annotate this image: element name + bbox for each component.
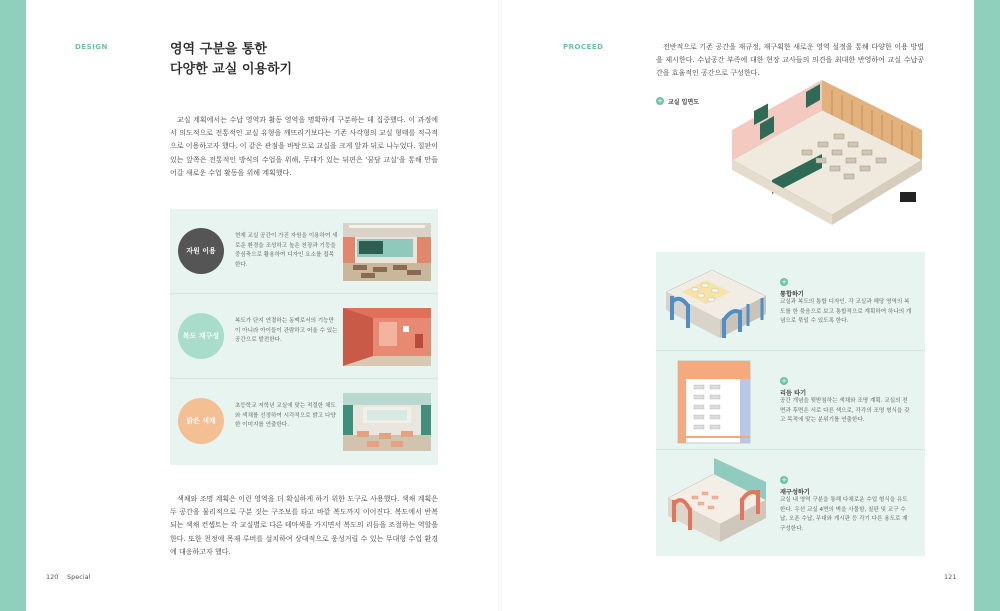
approach-row (656, 351, 925, 450)
title-line-1: 영역 구분을 통한 (170, 42, 267, 57)
approach-title: 통합하기 (780, 291, 804, 298)
feature-badge: 밝은 색채 (178, 398, 224, 444)
feature-description: 복도가 단지 연결하는 동맥로서의 기능만이 아니라 아이들이 관람하고 어울 수 있는 공간으로 발전한다. (235, 318, 338, 344)
approach-row (656, 252, 925, 351)
section-tag-design: DESIGN (75, 43, 108, 51)
rhythm-plan-illustration (674, 357, 754, 451)
title-line-2: 다양한 교실 이용하기 (170, 62, 293, 77)
section-tag-proceed: PROCEED (563, 43, 604, 51)
page-edge-right (974, 0, 1000, 611)
running-title: Special (67, 573, 91, 581)
right-intro-paragraph: 전반적으로 기존 공간을 재규정, 재구획한 새로운 영역 설정을 통해 다양한 이용 방법을 제시한다. 수납공간 부족에 대한 현장 교사들의 의견을 최대한 반영하여 교실 수납공간을 효율적인 공간으로 구성한다. (656, 43, 924, 78)
plus-icon: + (657, 97, 663, 105)
feature-description: 현재 교실 공간이 가진 자원을 이용하여 새로운 환경을 조성하고 높은 천장과 기둥을 중심축으로 활용하여 디자인 요소를 접목한다. (235, 233, 338, 268)
page-edge-left (0, 0, 26, 611)
closing-paragraph: 색채와 조명 계획은 이런 영역을 더 확실하게 하기 위한 도구로 사용했다. 색채 계획은 두 공간을 물리적으로 구분 짓는 구조보를 타고 바깥 복도까지 이어진다. 복도에서 반복되는 색채 컨셉트는 각 교실별로 다른 테마색을 가지면서 복도의 리듬을 조절하는 역할을 한다. 또한 천정에 목재 루버를 설치하여 상대적으로 웅성거릴 수 있는 무대형 수업 환경에 대응하고자 했다. (170, 495, 438, 556)
approach-row (656, 450, 925, 556)
feature-description: 초등학교 저학년 교실에 맞는 적절한 채도와 색채를 선정하여 시각적으로 밝고 다양한 이미지를 연출한다. (235, 403, 336, 429)
feature-badge: 자원 이용 (178, 228, 224, 274)
page-title (170, 40, 450, 80)
corridor-photo (343, 308, 431, 366)
integration-illustration (662, 262, 772, 348)
reconfigure-illustration (662, 458, 772, 552)
classroom-photo-1 (343, 223, 431, 281)
plus-icon: + (781, 278, 787, 286)
approach-title: 재구성하기 (780, 489, 810, 496)
classroom-isometric-illustration (722, 80, 932, 242)
feature-row (170, 209, 438, 294)
approach-description: 공간 개념을 뒷받침하는 색채와 조명 계획. 교실의 전면과 후면은 서로 다른 색으로, 각각의 조명 형식을 갖고 목적에 맞는 분위기를 연출한다. (780, 398, 910, 424)
feature-badge: 복도 재구성 (178, 313, 224, 359)
plus-icon: + (781, 377, 787, 385)
page-number-left: 120 (46, 573, 59, 581)
feature-panel (170, 209, 438, 465)
elevation-label: 교실 입면도 (668, 99, 700, 106)
feature-row (170, 379, 438, 464)
approach-title: 리듬 타기 (780, 390, 807, 397)
approach-description: 교실과 복도의 통합 디자인. 각 교실과 해당 영역의 복도를 한 묶음으로 보고 통합적으로 계획하여 하나의 개념으로 묶일 수 있도록 한다. (780, 299, 912, 325)
page-number-right: 121 (944, 573, 957, 581)
intro-paragraph: 교실 계획에서는 수납 영역과 활동 영역을 명확하게 구분하는 데 집중했다. 이 과정에서 의도적으로 전통적인 교실 유형을 깨뜨리기보다는 기존 사각형의 교실 형태를 적극적으로 이용하고자 했다. 이 같은 관점을 바탕으로 교실을 크게 앞과 뒤로 나누었다. 칠판이 있는 앞쪽은 전통적인 방식의 수업을 위해, 무대가 있는 뒤편은 '꿈담 교실'을 통해 만들어갈 새로운 수업 활동을 위해 계획했다. (170, 116, 438, 177)
classroom-photo-2 (343, 393, 431, 451)
approach-description: 교실 내 영역 구분을 통해 다채로운 수업 형식을 유도한다. 우선 교실 4면의 벽을 사물함, 칠판 및 교구 수납, 오픈 수납, 무대와 게시판 등 각기 다른 용도로 재구성한다. (780, 497, 908, 532)
approach-panel (656, 252, 925, 556)
book-gutter (498, 0, 502, 611)
plus-icon: + (781, 476, 787, 484)
feature-row (170, 294, 438, 379)
